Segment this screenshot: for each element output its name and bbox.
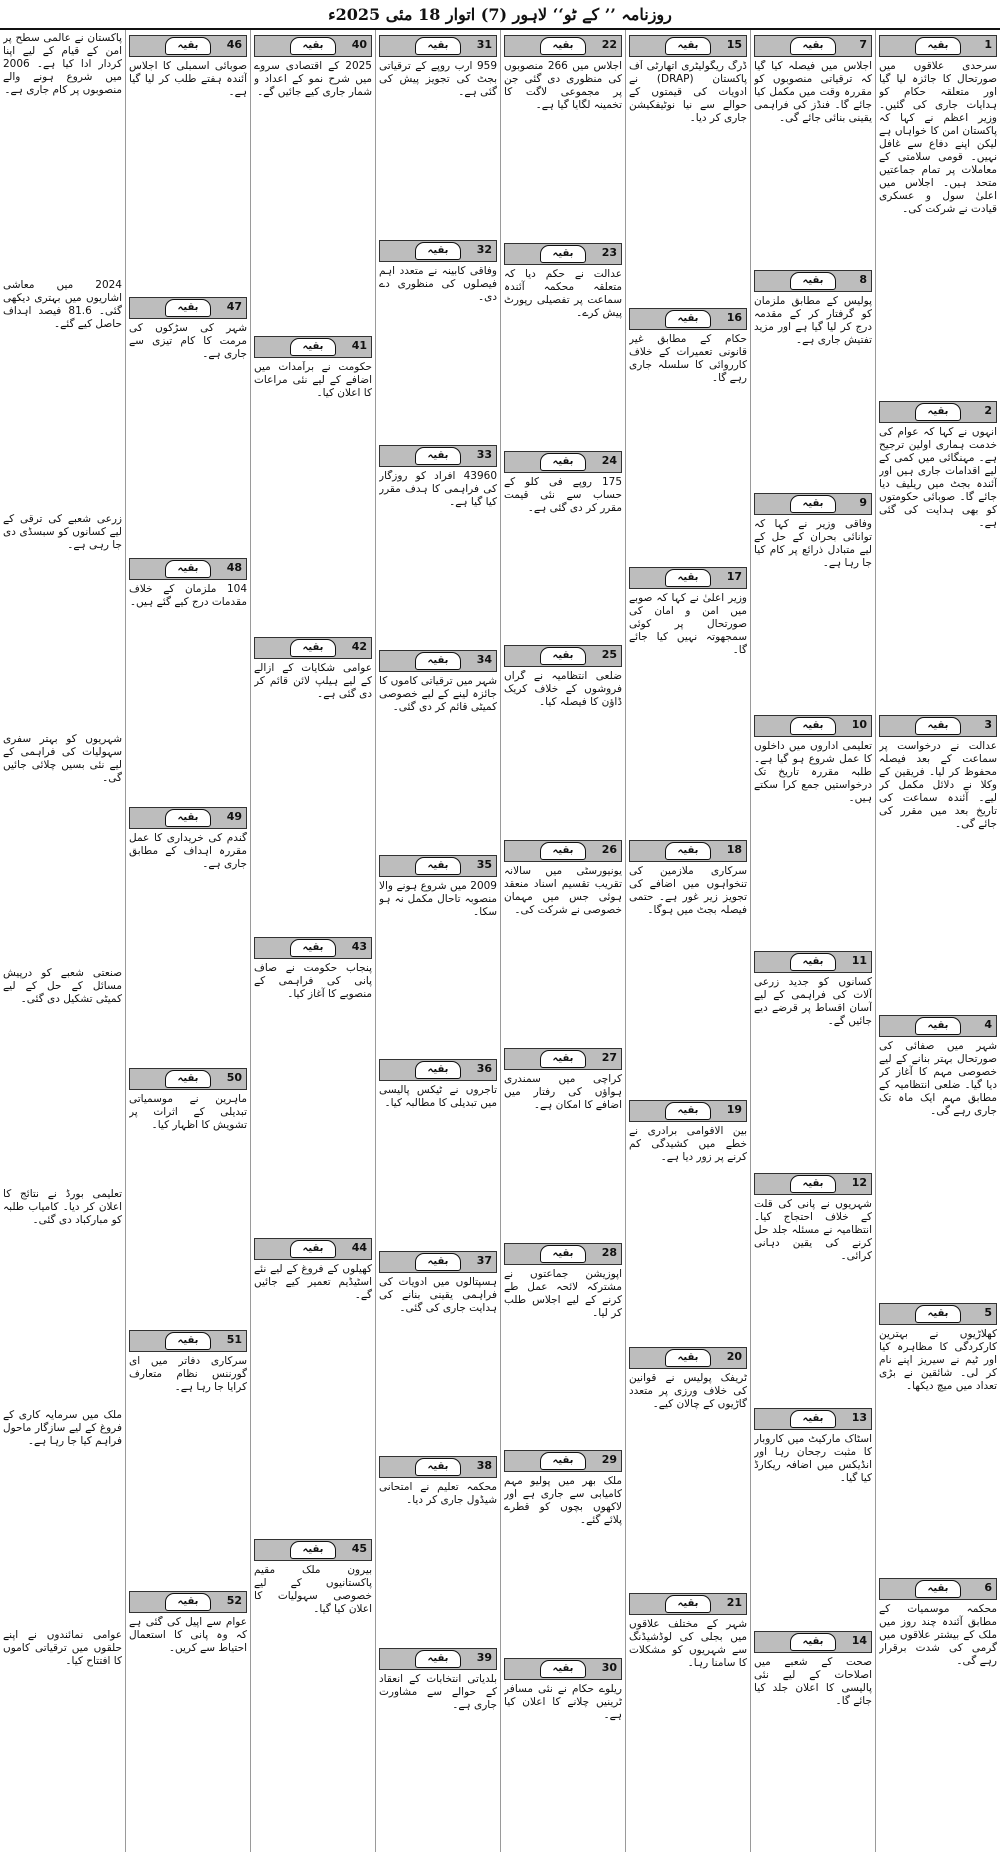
banner-label: بقیہ — [415, 242, 461, 260]
banner-label: بقیہ — [540, 1660, 586, 1678]
newspaper-dateline: روزنامہ ’’ کے ٹو‘‘ لاہور (7) اتوار 18 مئی 2025ء — [328, 4, 672, 24]
article-text: عوام سے اپیل کی گئی ہے کہ وہ پانی کا استعمال احتیاط سے کریں۔ — [129, 1616, 247, 1655]
continuation-banner — [379, 1251, 497, 1273]
article-text: سرکاری دفاتر میں ای گورننس نظام متعارف کرایا جا رہا ہے۔ — [129, 1354, 247, 1393]
continuation-banner — [379, 1059, 497, 1081]
article-text: 2024 میں معاشی اشاریوں میں بہتری دیکھی گئی۔ 81.6 فیصد اہداف حاصل کیے گئے۔ — [3, 278, 122, 330]
continuation-number: 3 — [984, 717, 992, 731]
continuation-banner — [754, 715, 872, 737]
continuation-banner — [379, 35, 497, 57]
continuation-number: 43 — [351, 940, 367, 954]
banner-label: بقیہ — [165, 560, 211, 578]
banner-label: بقیہ — [915, 37, 961, 55]
continuation-banner — [504, 1450, 622, 1472]
article-text: زرعی شعبے کی ترقی کے لیے کسانوں کو سبسڈی دی جا رہی ہے۔ — [3, 512, 122, 551]
continuation-number: 2 — [984, 403, 992, 417]
article-text: 2025 کے اقتصادی سروے میں شرح نمو کے اعداد و شمار جاری کیے جائیں گے۔ — [254, 60, 372, 98]
newspaper-page — [0, 30, 1000, 1852]
banner-label: بقیہ — [915, 1017, 961, 1035]
banner-label: بقیہ — [290, 939, 336, 957]
banner-label: بقیہ — [665, 1102, 711, 1120]
continuation-banner — [629, 308, 747, 330]
continuation-banner — [129, 807, 247, 829]
banner-label: بقیہ — [665, 37, 711, 55]
banner-label: بقیہ — [665, 1595, 711, 1613]
continuation-banner — [504, 840, 622, 862]
continuation-number: 39 — [476, 1651, 492, 1665]
banner-label: بقیہ — [415, 1061, 461, 1079]
continuation-number: 4 — [984, 1018, 992, 1032]
continuation-number: 17 — [726, 570, 742, 584]
continuation-banner — [629, 35, 747, 57]
newspaper-column — [875, 30, 1000, 1852]
article-text: محکمہ تعلیم نے امتحانی شیڈول جاری کر دیا۔ — [379, 1481, 497, 1507]
banner-label: بقیہ — [165, 299, 211, 317]
continuation-number: 9 — [859, 495, 867, 509]
article-text: ضلعی انتظامیہ نے گراں فروشوں کے خلاف کریک ڈاؤن کا فیصلہ کیا۔ — [504, 670, 622, 709]
continuation-banner — [504, 243, 622, 265]
continuation-banner — [879, 35, 997, 57]
continuation-number: 23 — [601, 245, 617, 259]
continuation-number: 8 — [859, 273, 867, 287]
continuation-number: 41 — [351, 338, 367, 352]
article-text: کھیلوں کے فروغ کے لیے نئے اسٹیڈیم تعمیر کیے جائیں گے۔ — [254, 1263, 372, 1302]
article-text: محکمہ موسمیات کے مطابق آئندہ چند روز میں ملک کے بیشتر علاقوں میں گرمی کی شدت برقرار رہے گی۔ — [879, 1603, 997, 1668]
continuation-number: 13 — [851, 1411, 867, 1425]
newspaper-column — [500, 30, 625, 1852]
continuation-banner — [629, 840, 747, 862]
continuation-banner — [254, 637, 372, 659]
continuation-banner — [254, 937, 372, 959]
continuation-banner — [754, 35, 872, 57]
article-text: تعلیمی اداروں میں داخلوں کا عمل شروع ہو گیا ہے۔ طلبہ مقررہ تاریخ تک درخواستیں جمع کرا سکتے ہیں۔ — [754, 740, 872, 805]
continuation-banner — [379, 445, 497, 467]
continuation-number: 19 — [726, 1102, 742, 1116]
continuation-number: 33 — [476, 447, 492, 461]
article-text: صنعتی شعبے کو درپیش مسائل کے حل کے لیے کمیٹی تشکیل دی گئی۔ — [3, 967, 122, 1005]
continuation-banner — [504, 645, 622, 667]
banner-label: بقیہ — [540, 1452, 586, 1470]
continuation-banner — [254, 336, 372, 358]
banner-label: بقیہ — [290, 338, 336, 356]
article-text: وفاقی کابینہ نے متعدد اہم فیصلوں کی منظوری دے دی۔ — [379, 264, 497, 303]
banner-label: بقیہ — [915, 1580, 961, 1598]
article-text: حکومت نے برآمدات میں اضافے کے لیے نئی مراعات کا اعلان کیا۔ — [254, 360, 372, 399]
banner-label: بقیہ — [665, 310, 711, 328]
continuation-number: 20 — [726, 1349, 742, 1363]
continuation-number: 35 — [476, 857, 492, 871]
continuation-banner — [754, 1631, 872, 1653]
newspaper-column — [250, 30, 375, 1852]
banner-label: بقیہ — [290, 1240, 336, 1258]
continuation-banner — [129, 558, 247, 580]
continuation-number: 46 — [226, 38, 242, 51]
banner-label: بقیہ — [540, 1245, 586, 1263]
banner-label: بقیہ — [540, 647, 586, 665]
article-text: شہریوں کو بہتر سفری سہولیات کی فراہمی کے لیے نئی بسیں چلائی جائیں گی۔ — [3, 733, 122, 785]
banner-label: بقیہ — [415, 37, 461, 55]
continuation-number: 45 — [351, 1542, 367, 1556]
banner-label: بقیہ — [790, 1410, 836, 1428]
banner-label: بقیہ — [540, 37, 586, 55]
article-text: ماہرین نے موسمیاتی تبدیلی کے اثرات پر تشویش کا اظہار کیا۔ — [129, 1093, 247, 1132]
continuation-banner — [879, 715, 997, 737]
article-text: عوامی نمائندوں نے اپنے حلقوں میں ترقیاتی کاموں کا افتتاح کیا۔ — [3, 1629, 122, 1668]
article-text: پولیس کے مطابق ملزمان کو گرفتار کر کے مقدمہ درج کر لیا گیا ہے اور مزید تفتیش جاری ہے۔ — [754, 295, 872, 347]
article-text: وفاقی وزیر نے کہا کہ توانائی بحران کے حل کے لیے متبادل ذرائع پر کام کیا جا رہا ہے۔ — [754, 517, 872, 569]
article-text: شہر کے مختلف علاقوں میں بجلی کی لوڈشیڈنگ سے شہریوں کو مشکلات کا سامنا رہا۔ — [629, 1618, 747, 1670]
article-text: ہسپتالوں میں ادویات کی فراہمی یقینی بنانے کی ہدایت جاری کی گئی۔ — [379, 1276, 497, 1315]
article-text: حکام کے مطابق غیر قانونی تعمیرات کے خلاف کارروائی کا سلسلہ جاری رہے گا۔ — [629, 332, 747, 384]
article-text: 959 ارب روپے کے ترقیاتی بجٹ کی تجویز پیش کی گئی ہے۔ — [379, 60, 497, 98]
article-text: ملک میں سرمایہ کاری کے فروغ کے لیے سازگار ماحول فراہم کیا جا رہا ہے۔ — [3, 1408, 122, 1447]
page-header — [0, 0, 1000, 30]
article-text: کھلاڑیوں نے بہترین کارکردگی کا مظاہرہ کیا اور ٹیم نے سیریز اپنے نام کر لی۔ شائقین نے بڑی تعداد میں میچ دیکھا۔ — [879, 1328, 997, 1393]
banner-label: بقیہ — [665, 1349, 711, 1367]
continuation-number: 52 — [226, 1594, 242, 1608]
banner-label: بقیہ — [165, 809, 211, 827]
continuation-number: 16 — [726, 310, 742, 324]
banner-label: بقیہ — [540, 1050, 586, 1068]
article-text: ملک بھر میں پولیو مہم کامیابی سے جاری ہے اور لاکھوں بچوں کو قطرے پلائے گئے۔ — [504, 1475, 622, 1527]
article-text: 175 روپے فی کلو کے حساب سے نئی قیمت مقرر کر دی گئی ہے۔ — [504, 475, 622, 514]
continuation-banner — [379, 1648, 497, 1670]
continuation-number: 42 — [351, 639, 367, 653]
continuation-number: 10 — [851, 718, 867, 732]
banner-label: بقیہ — [790, 1633, 836, 1651]
banner-label: بقیہ — [915, 403, 961, 421]
article-text: کراچی میں سمندری ہواؤں کی رفتار میں اضافے کا امکان ہے۔ — [504, 1072, 622, 1111]
article-text: ڈرگ ریگولیٹری اتھارٹی آف پاکستان (DRAP) نے ادویات کی قیمتوں کے حوالے سے نیا نوٹیفکیشن جاری کر دیا۔ — [629, 60, 747, 124]
banner-label: بقیہ — [915, 1305, 961, 1323]
continuation-banner — [254, 35, 372, 57]
newspaper-column — [750, 30, 875, 1852]
continuation-banner — [254, 1539, 372, 1561]
article-text: ریلوے حکام نے نئی مسافر ٹرینیں چلانے کا اعلان کیا ہے۔ — [504, 1683, 622, 1722]
banner-label: بقیہ — [665, 569, 711, 587]
article-text: تاجروں نے ٹیکس پالیسی میں تبدیلی کا مطالبہ کیا۔ — [379, 1084, 497, 1110]
continuation-number: 49 — [226, 809, 242, 823]
continuation-banner — [379, 240, 497, 262]
continuation-banner — [129, 1591, 247, 1613]
continuation-number: 21 — [726, 1596, 742, 1610]
continuation-banner — [879, 1578, 997, 1600]
article-text: انہوں نے کہا کہ عوام کی خدمت ہماری اولین ترجیح ہے۔ مہنگائی میں کمی کے لیے اقدامات جاری ہیں اور آئندہ بجٹ میں ریلیف دیا جائے گا۔ صوبائی حکومتوں کو بھی ہدایت کی گئی ہے۔ — [879, 425, 997, 529]
article-text: بیرون ملک مقیم پاکستانیوں کے لیے خصوصی سہولیات کا اعلان کیا گیا۔ — [254, 1564, 372, 1616]
continuation-banner — [629, 1100, 747, 1122]
banner-label: بقیہ — [790, 953, 836, 971]
banner-label: بقیہ — [540, 842, 586, 860]
continuation-banner — [629, 567, 747, 589]
continuation-number: 18 — [726, 843, 742, 857]
banner-label: بقیہ — [415, 1650, 461, 1668]
continuation-number: 50 — [226, 1071, 242, 1085]
continuation-banner — [629, 1593, 747, 1615]
article-text: شہر میں ترقیاتی کاموں کا جائزہ لینے کے لیے خصوصی کمیٹی قائم کر دی گئی۔ — [379, 674, 497, 713]
continuation-banner — [879, 1015, 997, 1037]
continuation-number: 5 — [984, 1306, 992, 1320]
continuation-number: 44 — [351, 1241, 367, 1255]
continuation-banner — [754, 951, 872, 973]
article-text: اجلاس میں 266 منصوبوں کی منظوری دی گئی جن پر مجموعی لاگت کا تخمینہ لگایا گیا ہے۔ — [504, 60, 622, 111]
article-text: 104 ملزمان کے خلاف مقدمات درج کیے گئے ہیں۔ — [129, 583, 247, 609]
continuation-number: 14 — [851, 1633, 867, 1647]
article-text: صوبائی اسمبلی کا اجلاس آئندہ ہفتے طلب کر لیا گیا ہے۔ — [129, 60, 247, 98]
article-text: اجلاس میں فیصلہ کیا گیا کہ ترقیاتی منصوبوں کو مقررہ وقت میں مکمل کیا جائے گا۔ فنڈز کی فراہمی یقینی بنائی جائے گی۔ — [754, 60, 872, 124]
article-text: سرکاری ملازمین کی تنخواہوں میں اضافے کی تجویز زیر غور ہے۔ حتمی فیصلہ بجٹ میں ہوگا۔ — [629, 865, 747, 917]
continuation-number: 29 — [601, 1453, 617, 1467]
continuation-banner — [129, 35, 247, 57]
continuation-number: 7 — [859, 38, 867, 51]
article-text: سرحدی علاقوں میں صورتحال کا جائزہ لیا گیا اور متعلقہ حکام کو ہدایات جاری کی گئیں۔ وزیر اعظم نے کہا کہ پاکستان امن کا خواہاں ہے لیکن اپنے دفاع سے غافل نہیں۔ قومی سلامتی کے معاملات پر تمام جماعتیں متحد ہیں۔ اجلاس میں اعلیٰ سول و عسکری قیادت نے شرکت کی۔ — [879, 60, 997, 215]
banner-label: بقیہ — [165, 1332, 211, 1350]
continuation-number: 31 — [476, 38, 492, 51]
continuation-number: 25 — [601, 648, 617, 662]
banner-label: بقیہ — [790, 1175, 836, 1193]
banner-label: بقیہ — [790, 272, 836, 290]
continuation-banner — [504, 35, 622, 57]
continuation-number: 38 — [476, 1459, 492, 1473]
banner-label: بقیہ — [665, 842, 711, 860]
article-text: بلدیاتی انتخابات کے انعقاد کے حوالے سے مشاورت جاری ہے۔ — [379, 1673, 497, 1712]
banner-label: بقیہ — [290, 37, 336, 55]
continuation-number: 12 — [851, 1175, 867, 1189]
article-text: ٹریفک پولیس نے قوانین کی خلاف ورزی پر متعدد گاڑیوں کے چالان کیے۔ — [629, 1371, 747, 1410]
continuation-banner — [129, 297, 247, 319]
banner-label: بقیہ — [790, 495, 836, 513]
continuation-number: 32 — [476, 242, 492, 256]
banner-label: بقیہ — [915, 717, 961, 735]
article-text: شہریوں نے پانی کی قلت کے خلاف احتجاج کیا۔ انتظامیہ نے مسئلہ جلد حل کرنے کی یقین دہانی کرائی۔ — [754, 1197, 872, 1262]
article-text: پنجاب حکومت نے صاف پانی کی فراہمی کے منصوبے کا آغاز کیا۔ — [254, 962, 372, 1001]
continuation-banner — [754, 270, 872, 292]
newspaper-column — [0, 30, 125, 1852]
article-text: تعلیمی بورڈ نے نتائج کا اعلان کر دیا۔ کامیاب طلبہ کو مبارکباد دی گئی۔ — [3, 1187, 122, 1226]
continuation-banner — [379, 650, 497, 672]
continuation-banner — [504, 1243, 622, 1265]
banner-label: بقیہ — [415, 1253, 461, 1271]
article-text: شہر میں صفائی کی صورتحال بہتر بنانے کے لیے خصوصی مہم کا آغاز کر دیا گیا۔ ضلعی انتظامیہ کے مطابق مہم ایک ماہ تک جاری رہے گی۔ — [879, 1040, 997, 1118]
continuation-banner — [629, 1347, 747, 1369]
continuation-banner — [879, 1303, 997, 1325]
article-text: عوامی شکایات کے ازالے کے لیے ہیلپ لائن قائم کر دی گئی ہے۔ — [254, 661, 372, 700]
continuation-number: 26 — [601, 843, 617, 857]
article-text: یونیورسٹی میں سالانہ تقریب تقسیم اسناد منعقد ہوئی جس میں مہمان خصوصی نے شرکت کی۔ — [504, 865, 622, 917]
continuation-banner — [504, 1048, 622, 1070]
continuation-banner — [754, 493, 872, 515]
continuation-number: 15 — [726, 38, 742, 51]
banner-label: بقیہ — [165, 1070, 211, 1088]
banner-label: بقیہ — [165, 1593, 211, 1611]
continuation-number: 11 — [851, 953, 867, 967]
continuation-number: 28 — [601, 1245, 617, 1259]
continuation-number: 47 — [226, 299, 242, 313]
article-text: اسٹاک مارکیٹ میں کاروبار کا مثبت رجحان رہا اور انڈیکس میں اضافہ ریکارڈ کیا گیا۔ — [754, 1433, 872, 1485]
article-text: اپوزیشن جماعتوں نے مشترکہ لائحہ عمل طے کرنے کے لیے اجلاس طلب کر لیا۔ — [504, 1267, 622, 1319]
continuation-banner — [254, 1238, 372, 1260]
continuation-number: 22 — [601, 38, 617, 51]
article-text: وزیر اعلیٰ نے کہا کہ صوبے میں امن و امان کی صورتحال پر کوئی سمجھوتہ نہیں کیا جائے گا۔ — [629, 592, 747, 657]
continuation-number: 24 — [601, 453, 617, 467]
continuation-number: 48 — [226, 561, 242, 575]
continuation-number: 37 — [476, 1254, 492, 1268]
continuation-banner — [754, 1173, 872, 1195]
article-text: عدالت نے حکم دیا کہ متعلقہ محکمہ آئندہ سماعت پر تفصیلی رپورٹ پیش کرے۔ — [504, 267, 622, 319]
continuation-number: 6 — [984, 1581, 992, 1595]
article-text: شہر کی سڑکوں کی مرمت کا کام تیزی سے جاری ہے۔ — [129, 321, 247, 360]
continuation-banner — [379, 855, 497, 877]
continuation-number: 34 — [476, 652, 492, 666]
continuation-banner — [504, 1658, 622, 1680]
continuation-banner — [879, 401, 997, 423]
article-text: 2009 میں شروع ہونے والا منصوبہ تاحال مکمل نہ ہو سکا۔ — [379, 879, 497, 918]
continuation-number: 51 — [226, 1332, 242, 1346]
banner-label: بقیہ — [165, 37, 211, 55]
continuation-banner — [129, 1330, 247, 1352]
article-text: 43960 افراد کو روزگار کی فراہمی کا ہدف مقرر کیا گیا ہے۔ — [379, 469, 497, 508]
banner-label: بقیہ — [290, 639, 336, 657]
banner-label: بقیہ — [415, 447, 461, 465]
continuation-number: 27 — [601, 1050, 617, 1064]
continuation-number: 40 — [351, 38, 367, 51]
article-text: عدالت نے درخواست پر سماعت کے بعد فیصلہ محفوظ کر لیا۔ فریقین کے وکلا نے دلائل مکمل کر لیے۔ آئندہ سماعت کی تاریخ بعد میں مقرر کی جائے گی۔ — [879, 739, 997, 830]
continuation-banner — [754, 1408, 872, 1430]
continuation-banner — [504, 451, 622, 473]
banner-label: بقیہ — [790, 37, 836, 55]
article-text: صحت کے شعبے میں اصلاحات کے لیے نئی پالیسی کا اعلان جلد کیا جائے گا۔ — [754, 1655, 872, 1707]
continuation-number: 1 — [984, 38, 992, 51]
newspaper-column — [375, 30, 500, 1852]
banner-label: بقیہ — [415, 652, 461, 670]
newspaper-column — [125, 30, 250, 1852]
article-text: پاکستان نے عالمی سطح پر امن کے قیام کے لیے اپنا کردار ادا کیا ہے۔ 2006 میں شروع ہونے والے منصوبوں پر کام جاری ہے۔ — [3, 32, 122, 96]
banner-label: بقیہ — [540, 453, 586, 471]
article-text: بین الاقوامی برادری نے خطے میں کشیدگی کم کرنے پر زور دیا ہے۔ — [629, 1124, 747, 1163]
continuation-number: 36 — [476, 1062, 492, 1076]
banner-label: بقیہ — [790, 717, 836, 735]
continuation-banner — [379, 1456, 497, 1478]
banner-label: بقیہ — [415, 1458, 461, 1476]
article-text: کسانوں کو جدید زرعی آلات کی فراہمی کے لیے آسان اقساط پر قرضے دیے جائیں گے۔ — [754, 975, 872, 1027]
banner-label: بقیہ — [290, 1541, 336, 1559]
continuation-banner — [129, 1068, 247, 1090]
continuation-number: 30 — [601, 1661, 617, 1675]
banner-label: بقیہ — [415, 857, 461, 875]
banner-label: بقیہ — [540, 245, 586, 263]
article-text: گندم کی خریداری کا عمل مقررہ اہداف کے مطابق جاری ہے۔ — [129, 831, 247, 870]
newspaper-column — [625, 30, 750, 1852]
